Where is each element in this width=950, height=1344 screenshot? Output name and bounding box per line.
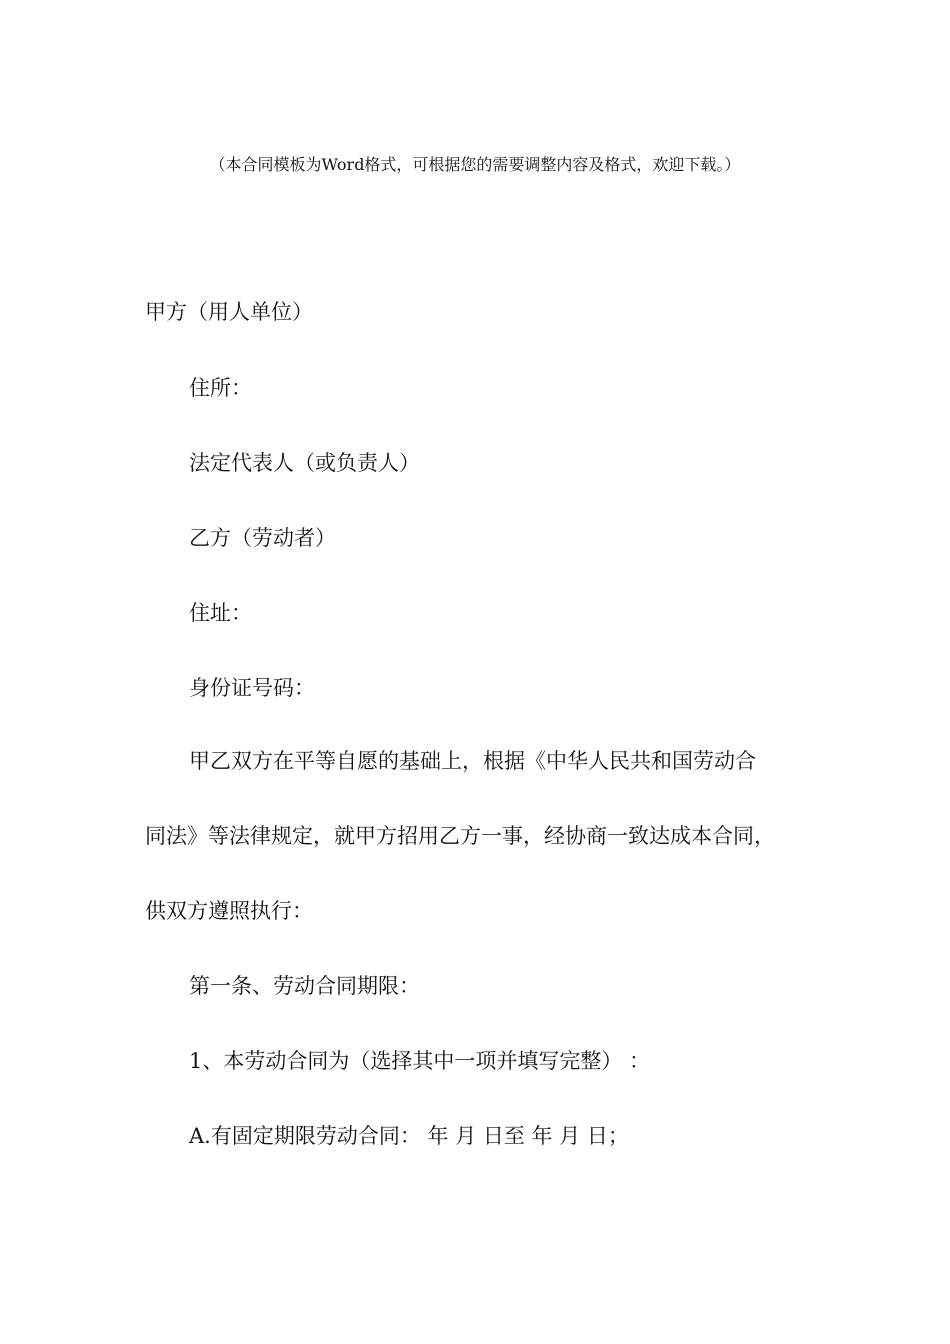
party-a-title: 甲方（用人单位） xyxy=(145,300,313,324)
party-a-address-label: 住所： xyxy=(189,376,252,400)
preamble-line-1: 甲乙双方在平等自愿的基础上，根据《中华人民共和国劳动合 xyxy=(189,749,756,773)
article-1-title: 第一条、劳动合同期限： xyxy=(189,974,420,998)
preamble-line-3: 供双方遵照执行： xyxy=(145,899,313,923)
party-a-legal-rep-label: 法定代表人（或负责人） xyxy=(189,451,420,475)
party-b-id-label: 身份证号码： xyxy=(189,676,315,700)
article-1-option-a: A.有固定期限劳动合同： 年 月 日至 年 月 日； xyxy=(189,1124,629,1148)
template-note: （本合同模板为Word格式，可根据您的需要调整内容及格式，欢迎下载。） xyxy=(209,155,741,174)
preamble-line-2: 同法》等法律规定，就甲方招用乙方一事，经协商一致达成本合同， xyxy=(145,824,775,848)
article-1-item-1: 1、本劳动合同为（选择其中一项并填写完整） ： xyxy=(189,1049,651,1073)
party-b-address-label: 住址： xyxy=(189,601,252,625)
party-b-title: 乙方（劳动者） xyxy=(189,526,336,550)
